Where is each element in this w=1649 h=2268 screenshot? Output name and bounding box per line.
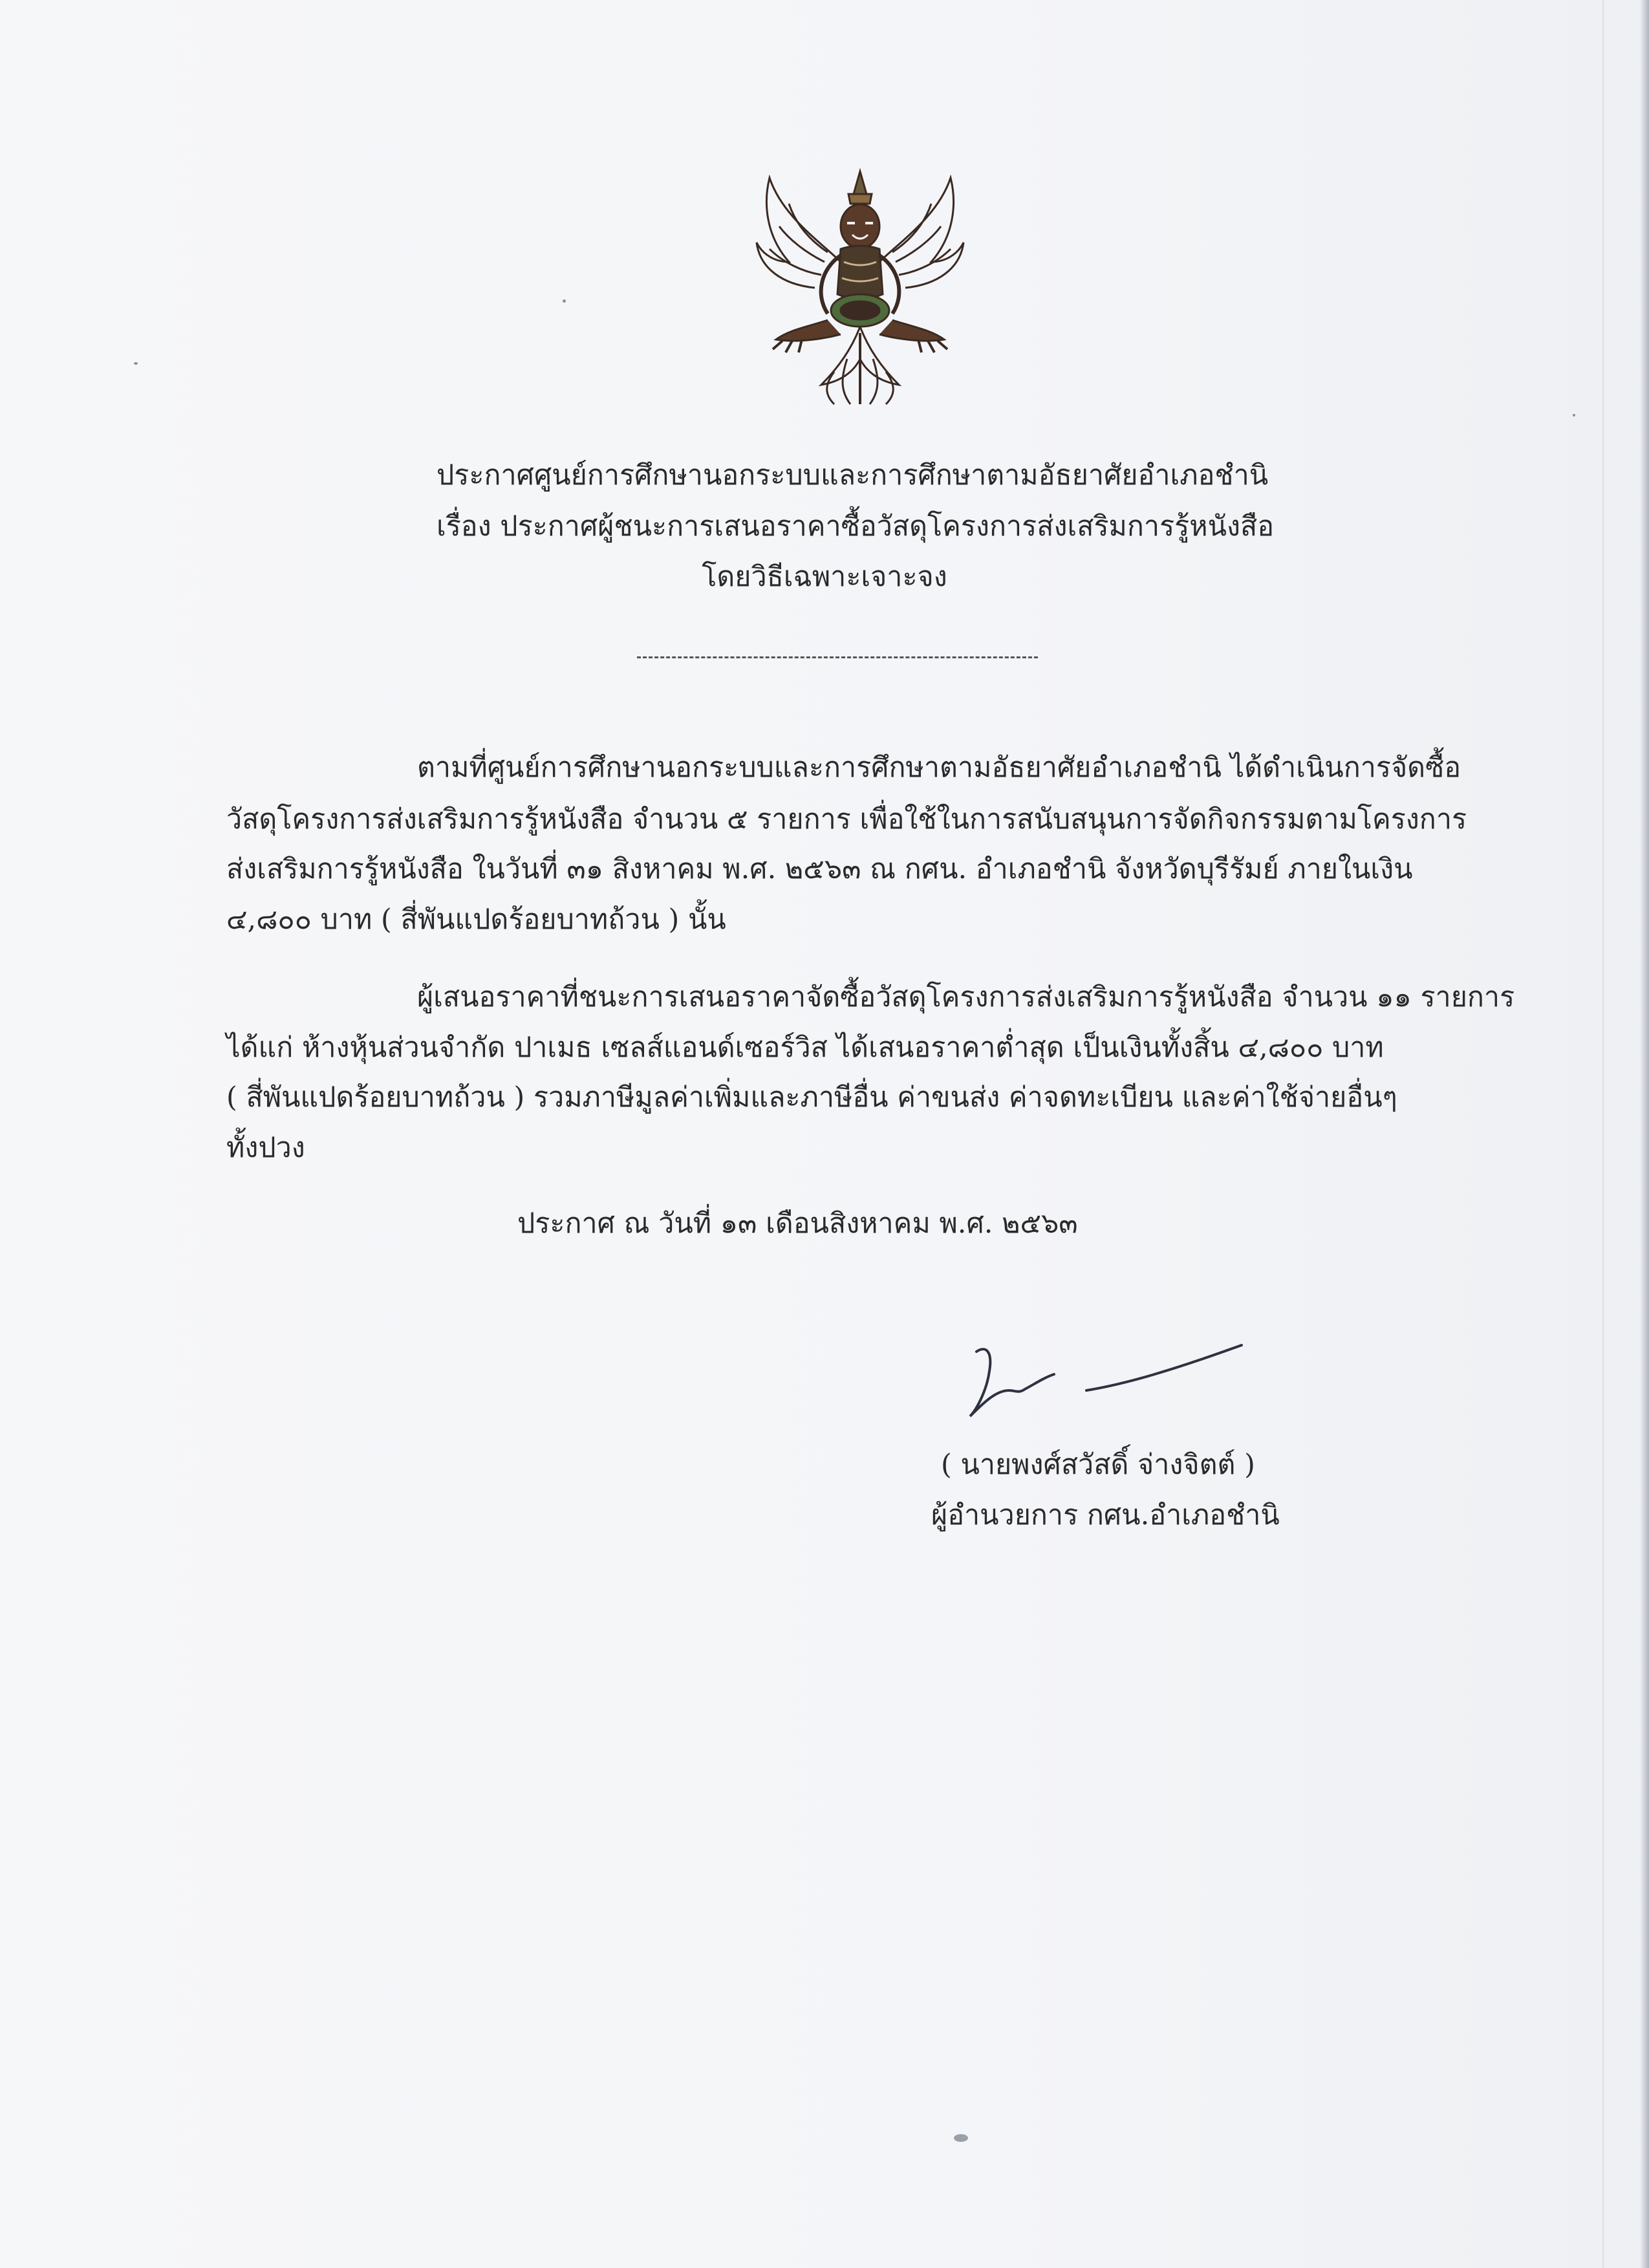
paragraph1-line2: วัสดุโครงการส่งเสริมการรู้หนังสือ จำนวน ๕ รายการ เพื่อใช้ในการสนับสนุนการจัดกิจกรรมตามโครงการ (226, 803, 1467, 836)
header-separator (637, 656, 1038, 658)
announcement-date: ประกาศ ณ วันที่ ๑๓ เดือนสิงหาคม พ.ศ. ๒๕๖๓ (517, 1207, 1078, 1240)
paragraph1-line3: ส่งเสริมการรู้หนังสือ ในวันที่ ๓๑ สิงหาคม พ.ศ. ๒๕๖๓ ณ กศน. อำเภอชำนิ จังหวัดบุรีรัมย์ ภายในเงิน (226, 853, 1413, 885)
paragraph1-line4: ๔,๘๐๐ บาท ( สี่พันแปดร้อยบาทถ้วน ) นั้น (226, 903, 726, 936)
garuda-emblem-icon (744, 165, 976, 417)
paragraph2-line3: ( สี่พันแปดร้อยบาทถ้วน ) รวมภาษีมูลค่าเพิ่มและภาษีอื่น ค่าขนส่ง ค่าจดทะเบียน และค่าใช้จ่ายอื่นๆ (226, 1081, 1397, 1114)
paragraph2-line2: ได้แก่ ห้างหุ้นส่วนจำกัด ปาเมธ เซลส์แอนด์เซอร์วิส ได้เสนอราคาต่ำสุด เป็นเงินทั้งสิ้น ๔,๘๐๐ บาท (226, 1031, 1384, 1064)
signatory-name: ( นายพงศ์สวัสดิ์ จ่างจิตต์ ) (941, 1449, 1255, 1481)
handwritten-signature (964, 1339, 1248, 1423)
scan-speck (563, 299, 566, 303)
scan-speck (1573, 414, 1575, 416)
procurement-method: โดยวิธีเฉพาะเจาะจง (702, 561, 947, 593)
paragraph2-line1: ผู้เสนอราคาที่ชนะการเสนอราคาจัดซื้อวัสดุโครงการส่งเสริมการรู้หนังสือ จำนวน ๑๑ รายการ (417, 981, 1515, 1013)
scan-edge-line (1602, 0, 1604, 2268)
document-issuer: ประกาศศูนย์การศึกษานอกระบบและการศึกษาตามอัธยาศัยอำเภอชำนิ (436, 459, 1269, 491)
scan-edge-shadow (1640, 0, 1649, 2268)
scan-speck (954, 2134, 968, 2142)
paragraph1-line1: ตามที่ศูนย์การศึกษานอกระบบและการศึกษาตามอัธยาศัยอำเภอชำนิ ได้ดำเนินการจัดซื้อ (417, 751, 1461, 784)
signatory-position: ผู้อำนวยการ กศน.อำเภอชำนิ (931, 1499, 1280, 1531)
scan-speck (134, 362, 138, 365)
document-subject: เรื่อง ประกาศผู้ชนะการเสนอราคาซื้อวัสดุโครงการส่งเสริมการรู้หนังสือ (436, 510, 1275, 543)
paragraph2-line4: ทั้งปวง (226, 1132, 305, 1164)
